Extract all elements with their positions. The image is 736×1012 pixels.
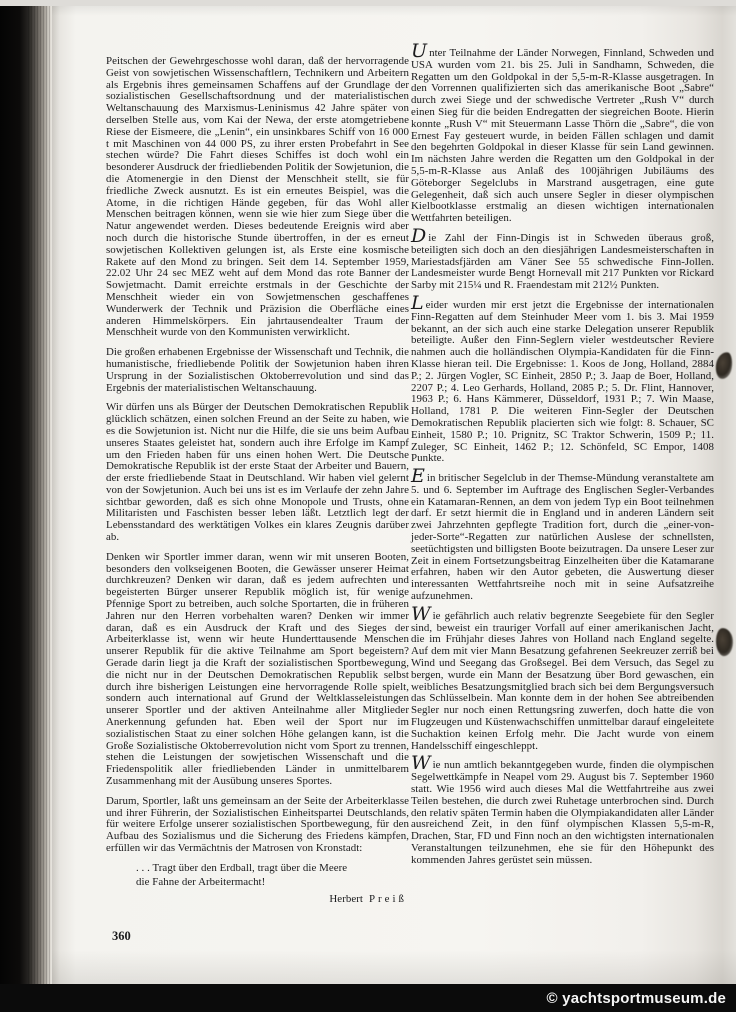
quote-line: die Fahne der Arbeitermacht! xyxy=(136,875,266,888)
paragraph-text: eider wurden mir erst jetzt die Ergebnisse der internationalen Finn-Regatten auf dem Steinhuder Meer vom 1. bis 3. Mai 1959 bekannt, an der sich auch eine starke Delegation unserer Republik beteiligte. Außer den Finn-Seglern vieler westdeutscher Reviere nahmen auch die holländischen Olympia-Kandidaten für die Finn-Klasse hieran teil. Die Ergebnisse: 1. Koos de Jong, Holland, 2884 P.; 2. Jürgen Vogler, SC Einheit, 2850 P.; 3. Jaap de Boer, Holland, 2207 P.; 4. Leo Gerhards, Holland, 2085 P.; 5. Dr. Flint, Hannover, 1963 P.; 6. Hans Kämmerer, Düsseldorf, 1931 P.; 7. Win Maase, Holland, 1781 P. Die weiteren Finn-Segler der Deutschen Demokratischen Republik placierten sich wie folgt: 8. Schauer, SC Einheit, 1580 P.; 10. Prignitz, SC Traktor Schwerin, 1509 P.; 11. Zuleger, SC Einheit, 1462 P.; 12. Schönfeld, SC Empor, 1408 Punkte. xyxy=(411,298,714,465)
article-paragraph xyxy=(411,40,714,225)
article-paragraph: Denken wir Sportler immer daran, wenn wir mit unseren Booten, besonders den volkseigenen Booten, die Gewässer unserer Heimat durchkreuzen? Denken wir daran, daß es jedem aufrechten und begeisterten Bürger unserer Republik möglich ist, für wenige Pfennige Sport zu betreiben, auch solche Sportarten, die in früheren Jahren nur den Herren vorbehalten waren? Denken wir immer daran, daß es ein Ausdruck der Kraft und des Sieges der Arbeiterklasse ist, wenn wir heute Hunderttausende Menschen unserer Republik für die aktive Teilnahme am Sport begeistern? Gerade darin liegt ja die Kraft der sozialistischen Sportbewegung, die nicht nur in der Deutschen Demokratischen Republik selbst durch ihre bisherigen Leistungen eine hervorragende Rolle spielt, sondern auch international auf Grund der Weltklasseleistungen unserer Sportler und der aktiven Anteilnahme aller Mitglieder Anerkennung gefunden hat. Eben weil der Sport nur im sozialistischen Staat zu einer solchen Höhe gelangen kann, ist die Große Sozialistische Oktoberrevolution nicht vom Sport zu trennen, stehen die Leistungen der sowjetischen Wissenschaft und die Friedenspolitik aller friedliebenden Länder in unmittelbarem Zusammenhang mit der Ausübung unseres Sportes. xyxy=(106,550,409,788)
drop-initial: E xyxy=(411,465,425,488)
drop-initial: D xyxy=(411,224,427,247)
watermark-text: © yachtsportmuseum.de xyxy=(546,989,726,1007)
author-signature xyxy=(106,894,409,906)
paragraph-text: ie nun amtlich bekanntgegeben wurde, finden die olympischen Segelwettkämpfe in Neapel vom 29. August bis 7. September 1960 statt. Wie 1956 wird auch dieses Mal die Wettfahrtreihe aus zwei Teilen bestehen, die durch zwei Ruhetage unterbrochen sind. Durch den relativ späten Termin haben die Olympiakandidaten aller Länder ausreichend Zeit, in den fünf olympischen Klassen 5,5-m-R, Drachen, Star, FD und Finn noch an den wichtigsten internationalen Veranstaltungen teilzunehmen, ehe sie für den Höhepunkt des kommenden Jahres gerüstet sein müssen. xyxy=(411,759,714,866)
article-paragraph: Die großen erhabenen Ergebnisse der Wissenschaft und Technik, die humanistische, friedliebende Politik der Sowjetunion haben ihren Ursprung in der Sozialistischen Oktoberrevolution und sind das Ergebnis der materialistischen Weltanschauung. xyxy=(106,346,409,394)
drop-initial: W xyxy=(411,752,431,775)
quote-line: . . . Tragt über den Erdball, tragt über die Meere xyxy=(136,861,348,874)
article-paragraph: Darum, Sportler, laßt uns gemeinsam an der Seite der Arbeiterklasse und ihrer Führerin, der Sozialistischen Einheitspartei Deutschlands, für weitere Erfolge unserer sozialistischen Sportbewegung, für den Aufbau des Sozialismus und die Sicherung des Friedens kämpfen, erfüllen wir das Vermächtnis der Matrosen von Kronstadt: xyxy=(106,794,409,854)
left-column xyxy=(106,56,409,906)
quote-block xyxy=(136,863,409,889)
drop-initial: L xyxy=(411,291,424,314)
right-column xyxy=(411,40,714,875)
article-paragraph xyxy=(411,465,714,603)
article-paragraph xyxy=(411,291,714,465)
scanned-page xyxy=(52,6,736,984)
author-first-name: Herbert xyxy=(329,893,363,906)
article-paragraph: Peitschen der Gewehrgeschosse wohl daran, daß der hervorragende Geist von sowjetischen Wissenschaftlern, Technikern und Arbeitern als Ergebnis ihres gemeinsamen Schaffens auf der Grundlage der sozialistischen Gesellschaftsordnung und der materialistischen Weltanschauung des Marxismus-Leninismus 42 Jahre später von derselben Stelle aus, vom Kai der Newa, der erste atomgetriebene Riese der Eismeere, die „Lenin“, ein unsinkbares Schiff von 16 000 t mit Maschinen von 44 000 PS, zu ihrer ersten Probefahrt in See stechen würde? Die Fahrt dieses Schiffes ist doch wohl ein besonderer Ausdruck der friedliebenden Politik der Sowjetunion, die die Atomenergie in den Dienst der Menschheit stellt, sie für friedliche Zweck ausnutzt. Es ist ein erneutes Beispiel, was die Atome, in die richtigen Hände gegeben, für das Wohl aller Menschen beitragen können, wenn sie wie hier zum Siege über die Natur angewendet werden. Dieses bedeutende Ereignis wird aber noch durch die historische Stunde übertroffen, in der es erneut sowjetischen Kollektiven gelungen ist, als Erste eine kosmische Rakete auf den Mond zu bringen. Seit dem 14. September 1959, 22.02 Uhr 24 sec MEZ weht auf dem Mond das rote Banner der Sowjetmacht. Damit erreichte erstmals in der Geschichte der Menschheit wieder ein von Sowjetmenschen geschaffenes Wunderwerk der Technik und Präzision die Oberfläche eines anderen Himmelskörpers. Ein jahrtausendealter Traum der Menschheit wurde von den Kommunisten verwirklicht. xyxy=(106,55,409,339)
paragraph-text: ie gefährlich auch relativ begrenzte Seegebiete für den Segler sind, beweist ein trauriger Vorfall auf einer amerikanischen Jacht, die im Frühjahr dieses Jahres von Holland nach England segelte. Auf dem mit vier Mann Besatzung gefahrenen Seekreuzer zerriß bei Wind und Seegang das Großsegel. Bei dem Versuch, das Segel zu bergen, wurde ein Mann der Besatzung über Bord gewaschen, ein weibliches Besatzungsmitglied brach sich bei dem Bergungsversuch das Schlüsselbein. Man konnte dem in der hohen See abtreibenden Segler nur noch einen Rettungsring zuwerfen, doch hatte die von Flugzeugen und Küstenwachschiffen unmittelbar darauf eingeleitete Suchaktion keinen Erfolg mehr. Die Jacht wurde von einem Handelsschiff eingeschleppt. xyxy=(411,609,714,752)
article-paragraph xyxy=(411,752,714,866)
author-last-name: Preiß xyxy=(369,893,407,906)
article-paragraph: Wir dürfen uns als Bürger der Deutschen Demokratischen Republik glücklich schätzen, einen solchen Freund an der Seite zu haben, wie es die Sowjetunion ist. Nicht nur die Hilfe, die sie uns beim Aufbau unseres Staates geleistet hat, sondern auch ihre Erfolge im Kampf um den Frieden haben für uns einen hohen Wert. Die Deutsche Demokratische Republik ist der erste Staat der Arbeiter und Bauern, der erste friedliebende Staat in Deutschland. Wir haben viel gelernt von der Sowjetunion. Auch bei uns ist es im Verlaufe der zehn Jahre sichtbar geworden, daß es sich ohne Monopole und Trusts, ohne Militaristen und Faschisten besser leben läßt. Letztlich legt der Lebensstandard des werktätigen Volkes ein klares Zeugnis darüber ab. xyxy=(106,401,409,544)
book-spine-edge xyxy=(0,6,52,984)
article-paragraph xyxy=(411,602,714,753)
paragraph-text: ie Zahl der Finn-Dingis ist in Schweden überaus groß, beteiligten sich doch an den diesjährigen Landesmeisterschaften in Mariestadsfjärden am Väner See 55 schwedische Finn-Jollen. Landesmeister wurde Bengt Hornevall mit 217 Punkten vor Rickard Sarby mit 215¼ und R. Fraendestam mit 212½ Punkten. xyxy=(411,231,714,292)
watermark-bar xyxy=(0,984,736,1012)
drop-initial: W xyxy=(411,602,431,625)
article-paragraph xyxy=(411,224,714,292)
paragraph-text: nter Teilnahme der Länder Norwegen, Finnland, Schweden und USA wurden vom 21. bis 25. Juli in Sandhamn, Schweden, die Regatten um den Goldpokal in der 5,5-m-R-Klasse ausgetragen. In den Vorrennen qualifizierten sich das amerikanische Boot „Sabre“ durch zwei Siege und der schwedische Vertreter „Rush V“ durch einen Sieg für die beiden Endregatten der siegreichen Boote. Hierin konnte „Rush V“ mit Steuermann Lasse Thörn die „Sabre“, die von Ernest Fay gesteuert wurde, in beiden Fällen schlagen und damit den begehrten Goldpokal in dieser Klasse für sein Land gewinnen. Im nächsten Jahre werden die Regatten um den Goldpokal in der 5,5-m-R-Klasse aus Anlaß des 100jährigen Jubiläums des Göteborger Segelclubs in Marstrand ausgetragen, eine gute Gelegenheit, daß sich auch unsere Segler in dieser olympischen Kielbootklasse erstmalig an diesen wichtigen internationalen Wettfahrten beteiligen. xyxy=(411,47,714,225)
page-number: 360 xyxy=(112,929,131,943)
drop-initial: U xyxy=(411,40,428,62)
paragraph-text: in britischer Segelclub in der Themse-Mündung veranstaltete am 5. und 6. September im Auftrage des Englischen Segler-Verbandes ein Katamaran-Rennen, an dem von jedem Typ ein Boot teilnehmen darf. Er setzt hiermit die in England und in anderen Ländern seit zwei Jahrzehnten gepflegte Tradition fort, durch die „einer-von-jeder-Sorte“-Regatten zur natürlichen Auslese der schnellsten, seetüchtigsten und billigsten Boote beizutragen. Da unsere Leser zur Zeit in einem Fortsetzungsbeitrag Einzelheiten über die Katamarane erfahren, haben wir den Autor gebeten, die Auswertung dieser interessanten Wettfahrtsreihe noch mit in seine Aufsatzreihe aufzunehmen. xyxy=(411,472,714,603)
